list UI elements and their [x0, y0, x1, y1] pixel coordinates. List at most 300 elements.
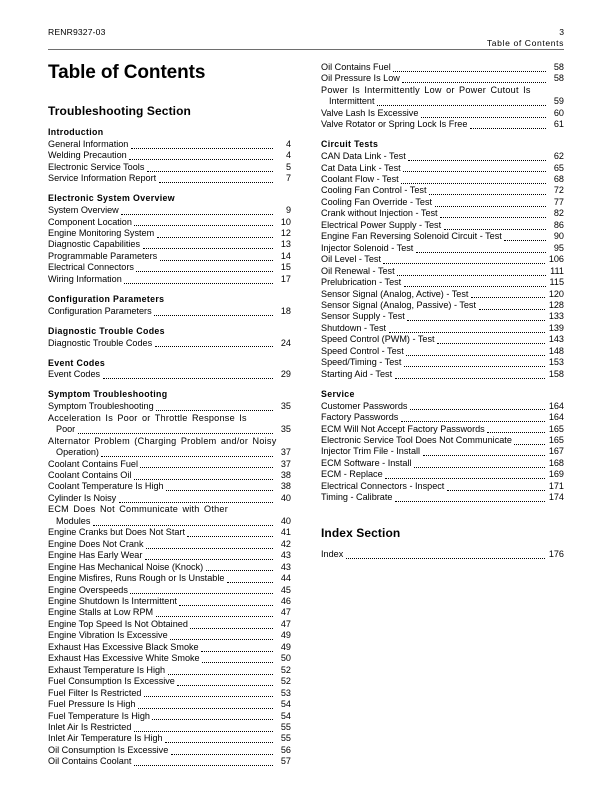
- toc-entry[interactable]: [48, 527, 291, 538]
- dot-leader: [147, 163, 273, 172]
- toc-entry[interactable]: [321, 62, 564, 73]
- dot-leader: [406, 347, 545, 356]
- toc-entry[interactable]: [321, 254, 564, 265]
- toc-entry-page: 57: [280, 756, 291, 767]
- dot-leader: [407, 313, 545, 322]
- toc-entry[interactable]: [321, 311, 564, 322]
- toc-group-heading: Diagnostic Trouble Codes: [48, 325, 165, 336]
- toc-entry-page: 143: [548, 334, 564, 345]
- toc-entry-page: 65: [553, 162, 564, 173]
- toc-entry[interactable]: [48, 239, 291, 250]
- toc-entry-title: Engine Cranks but Does Not Start: [48, 527, 185, 538]
- dot-leader: [134, 758, 273, 767]
- toc-entry[interactable]: [48, 369, 291, 380]
- toc-entry-page: 53: [280, 687, 291, 698]
- dot-leader: [397, 267, 545, 276]
- toc-group: [48, 326, 291, 349]
- toc-entry-page: 15: [280, 262, 291, 273]
- toc-entry[interactable]: [321, 208, 564, 219]
- toc-entry[interactable]: [321, 458, 564, 469]
- toc-entry-title: Sensor Signal (Analog, Active) - Test: [321, 288, 469, 299]
- toc-entry-page: 158: [548, 368, 564, 379]
- toc-entry-title: Coolant Flow - Test: [321, 174, 399, 185]
- dot-leader: [124, 275, 272, 284]
- toc-entry-title: Engine Overspeeds: [48, 584, 128, 595]
- toc-entry[interactable]: [48, 607, 291, 618]
- toc-entry-title: Cat Data Link - Test: [321, 162, 401, 173]
- toc-entry-title: Wiring Information: [48, 273, 122, 284]
- dot-leader: [155, 339, 273, 348]
- page-number: 3: [559, 27, 564, 37]
- toc-entry-title: Timing - Calibrate: [321, 492, 393, 503]
- toc-entry[interactable]: [48, 642, 291, 653]
- toc-entry-title: Coolant Contains Oil: [48, 470, 132, 480]
- toc-group: [48, 127, 291, 185]
- toc-entry[interactable]: [321, 549, 564, 560]
- toc-entry-page: 176: [548, 548, 564, 559]
- toc-entry-page: 14: [280, 250, 291, 261]
- toc-entry-title: Inlet Air Is Restricted: [48, 721, 132, 732]
- toc-entry-page: 4: [285, 150, 291, 161]
- toc-entry-page: 165: [548, 423, 564, 434]
- toc-entry-title: Exhaust Temperature Is High: [48, 664, 166, 675]
- toc-entry-page: 47: [280, 618, 291, 629]
- toc-entry[interactable]: [321, 323, 564, 334]
- toc-entry-title: Exhaust Has Excessive White Smoke: [48, 653, 200, 664]
- toc-entry-title-line1: Acceleration Is Poor or Throttle Response Is: [48, 412, 247, 423]
- toc-entry[interactable]: [48, 251, 291, 262]
- toc-entry-title: Oil Renewal - Test: [321, 265, 395, 276]
- dot-leader: [423, 448, 546, 457]
- toc-entry[interactable]: [48, 173, 291, 184]
- toc-entry[interactable]: [321, 174, 564, 185]
- toc-entry[interactable]: [48, 585, 291, 596]
- left-column: [48, 104, 291, 776]
- running-header: [48, 27, 564, 55]
- toc-group: [48, 389, 291, 767]
- toc-entry-title: Oil Contains Fuel: [321, 62, 391, 72]
- toc-entry-page: 106: [548, 254, 564, 265]
- dot-leader: [444, 221, 546, 230]
- toc-entry[interactable]: [48, 550, 291, 561]
- dot-leader: [404, 278, 546, 287]
- toc-group-heading: Circuit Tests: [321, 139, 379, 150]
- toc-entry-title-line2: Modules: [56, 515, 91, 526]
- right-column: [321, 62, 564, 560]
- dot-leader: [470, 121, 546, 130]
- toc-entry[interactable]: [48, 756, 291, 767]
- toc-entry[interactable]: [48, 470, 291, 481]
- dot-leader: [136, 264, 272, 273]
- toc-entry-page: 86: [553, 219, 564, 230]
- dot-leader: [101, 448, 272, 457]
- toc-entry-page: 38: [280, 470, 291, 480]
- toc-entry-page: 43: [280, 550, 291, 561]
- toc-entry-title: Crank without Injection - Test: [321, 208, 438, 219]
- dot-leader: [145, 552, 273, 561]
- toc-entry-title-line1: Power Is Intermittently Low or Power Cutout Is: [321, 84, 531, 95]
- toc-entry[interactable]: [48, 262, 291, 273]
- toc-entry[interactable]: [321, 277, 564, 288]
- toc-entry-title: CAN Data Link - Test: [321, 151, 406, 162]
- toc-entry-title: ECM Will Not Accept Factory Passwords: [321, 423, 485, 434]
- dot-leader: [119, 494, 273, 503]
- dot-leader: [134, 471, 273, 480]
- toc-entry[interactable]: [321, 481, 564, 492]
- toc-entry[interactable]: [321, 73, 564, 84]
- toc-entry-title-line1: Alternator Problem (Charging Problem and/or Noisy: [48, 435, 277, 446]
- toc-entry[interactable]: [321, 446, 564, 457]
- toc-entry[interactable]: [321, 243, 564, 254]
- dot-leader: [429, 187, 546, 196]
- toc-entry-page: 60: [553, 107, 564, 118]
- dot-leader: [131, 140, 273, 149]
- toc-entry-page: 44: [280, 573, 291, 584]
- toc-entry[interactable]: [48, 733, 291, 744]
- toc-entry-title: Speed Control - Test: [321, 345, 404, 356]
- dot-leader: [393, 63, 545, 72]
- toc-entry-title: Electronic Service Tools: [48, 161, 145, 172]
- toc-entry[interactable]: [48, 711, 291, 722]
- toc-group: [321, 139, 564, 380]
- toc-entry-title: Engine Monitoring System: [48, 228, 155, 239]
- toc-entry[interactable]: [48, 205, 291, 216]
- dot-leader: [479, 301, 546, 310]
- dot-leader: [154, 307, 272, 316]
- toc-entry-title: General Information: [48, 138, 129, 149]
- toc-entry[interactable]: [48, 162, 291, 173]
- toc-entry-page: 164: [548, 400, 564, 411]
- toc-entry-title: Prelubrication - Test: [321, 277, 402, 288]
- toc-entry-title-line2: Operation): [56, 447, 99, 458]
- toc-entry[interactable]: [321, 346, 564, 357]
- toc-entry[interactable]: [48, 630, 291, 641]
- dot-leader: [187, 529, 272, 538]
- toc-entry[interactable]: [48, 139, 291, 150]
- toc-entry-page: 72: [553, 185, 564, 196]
- toc-entry-title: Coolant Contains Fuel: [48, 458, 138, 469]
- dot-leader: [437, 336, 545, 345]
- dot-leader: [156, 609, 273, 618]
- toc-entry[interactable]: [48, 619, 291, 630]
- toc-entry[interactable]: [321, 435, 564, 446]
- toc-entry-page: 18: [280, 305, 291, 316]
- toc-entry[interactable]: [48, 653, 291, 664]
- toc-entry-page: 50: [280, 653, 291, 664]
- dot-leader: [157, 229, 273, 238]
- dot-leader: [435, 198, 546, 207]
- toc-entry-page: 47: [280, 607, 291, 618]
- toc-entry-page: 52: [280, 676, 291, 687]
- toc-entry-page: 41: [280, 527, 291, 538]
- dot-leader: [395, 494, 545, 503]
- toc-entry[interactable]: [321, 300, 564, 311]
- toc-entry-page: 43: [280, 561, 291, 572]
- toc-entry-title: Fuel Temperature Is High: [48, 710, 150, 721]
- dot-leader: [166, 483, 272, 492]
- toc-entry[interactable]: [48, 493, 291, 504]
- toc-entry-title: Symptom Troubleshooting: [48, 401, 154, 412]
- toc-entry[interactable]: [48, 573, 291, 584]
- toc-entry-page: 5: [285, 161, 291, 172]
- toc-entry-title: Cooling Fan Control - Test: [321, 185, 427, 196]
- toc-entry[interactable]: [321, 492, 564, 503]
- dot-leader: [134, 218, 272, 227]
- toc-entry-page: 62: [553, 151, 564, 162]
- toc-entry-title: Speed/Timing - Test: [321, 357, 402, 368]
- toc-entry-title: Engine Shutdown Is Intermittent: [48, 595, 177, 606]
- toc-group-heading: Symptom Troubleshooting: [48, 389, 168, 400]
- dot-leader: [129, 152, 272, 161]
- toc-entry[interactable]: [48, 217, 291, 228]
- toc-entry-title: Engine Has Mechanical Noise (Knock): [48, 561, 204, 572]
- toc-entry-page: 46: [280, 595, 291, 606]
- toc-entry-title: Starting Aid - Test: [321, 368, 393, 379]
- part-title-troubleshooting: Troubleshooting Section: [48, 104, 191, 118]
- toc-entry-title: ECM Software - Install: [321, 457, 412, 468]
- header-section-name: Table of Contents: [486, 37, 564, 48]
- dot-leader: [395, 370, 546, 379]
- toc-entry-title: Exhaust Has Excessive Black Smoke: [48, 641, 199, 652]
- toc-entry[interactable]: [321, 369, 564, 380]
- toc-group: [48, 358, 291, 381]
- dot-leader: [103, 371, 273, 380]
- dot-leader: [156, 403, 272, 412]
- toc-entry[interactable]: [48, 699, 291, 710]
- toc-entry-page: 37: [280, 447, 291, 458]
- toc-entry-title-line2: Intermittent: [329, 96, 375, 107]
- toc-entry-title: Fuel Pressure Is High: [48, 699, 136, 710]
- dot-leader: [140, 460, 272, 469]
- toc-entry-page: 7: [285, 173, 291, 184]
- toc-entry[interactable]: [48, 306, 291, 317]
- toc-entry-title: Injector Trim File - Install: [321, 446, 421, 457]
- dot-leader: [202, 655, 272, 664]
- dot-leader: [160, 252, 273, 261]
- toc-entry-page: 58: [553, 62, 564, 72]
- toc-entry[interactable]: [321, 108, 564, 119]
- dot-leader: [440, 210, 545, 219]
- dot-leader: [152, 712, 272, 721]
- toc-entry-title: Diagnostic Capabilities: [48, 239, 140, 250]
- toc-entry-title: Customer Passwords: [321, 400, 408, 411]
- page-title: Table of Contents: [48, 62, 206, 83]
- dot-leader: [171, 746, 273, 755]
- toc-entry-title: Engine Has Early Wear: [48, 550, 143, 561]
- toc-entry-title: Engine Does Not Crank: [48, 538, 144, 549]
- toc-entry[interactable]: [321, 163, 564, 174]
- toc-entry-page: 82: [553, 208, 564, 219]
- dot-leader: [146, 540, 272, 549]
- document-id: RENR9327-03: [48, 27, 106, 37]
- dot-leader: [403, 164, 545, 173]
- toc-entry-page: 68: [553, 174, 564, 185]
- toc-entry[interactable]: [321, 334, 564, 345]
- toc-entry[interactable]: [321, 220, 564, 231]
- toc-entry-page: 174: [548, 492, 564, 503]
- toc-entry-page: 165: [548, 434, 564, 445]
- toc-entry-page: 90: [553, 231, 564, 242]
- dot-leader: [206, 563, 273, 572]
- toc-entry-page: 58: [553, 73, 564, 84]
- toc-entry-page: 153: [548, 357, 564, 368]
- toc-entry-page: 139: [548, 322, 564, 333]
- toc-entry[interactable]: [321, 424, 564, 435]
- toc-entry-page: 171: [548, 480, 564, 491]
- toc-entry-page: 55: [280, 721, 291, 732]
- toc-entry-title: Diagnostic Trouble Codes: [48, 337, 153, 348]
- toc-entry[interactable]: [321, 469, 564, 480]
- toc-entry-title: Engine Stalls at Low RPM: [48, 607, 154, 618]
- right-group-list: [321, 139, 564, 503]
- dot-leader: [177, 678, 272, 687]
- toc-entry-title: Electrical Connectors - Inspect: [321, 480, 445, 491]
- toc-group-heading: Event Codes: [48, 357, 106, 368]
- toc-entry[interactable]: [48, 539, 291, 550]
- toc-entry[interactable]: [321, 357, 564, 368]
- toc-entry-page: 45: [280, 584, 291, 595]
- dot-leader: [346, 550, 546, 559]
- toc-entry[interactable]: [48, 676, 291, 687]
- toc-entry-page: 95: [553, 242, 564, 253]
- dot-leader: [408, 152, 545, 161]
- toc-group-heading: Electronic System Overview: [48, 193, 175, 204]
- toc-entry-title-line2: Poor: [56, 424, 76, 435]
- toc-entry-page: 35: [280, 424, 291, 435]
- toc-entry[interactable]: [48, 745, 291, 756]
- dot-leader: [78, 426, 273, 435]
- toc-entry-title: Valve Rotator or Spring Lock Is Free: [321, 119, 468, 130]
- toc-entry-page: 115: [549, 277, 564, 288]
- toc-entry[interactable]: [321, 266, 564, 277]
- dot-leader: [385, 471, 545, 480]
- toc-entry-page: 40: [280, 515, 291, 526]
- toc-entry[interactable]: [321, 119, 564, 130]
- toc-entry-title: Fuel Consumption Is Excessive: [48, 676, 175, 687]
- dot-leader: [179, 597, 272, 606]
- toc-entry[interactable]: [321, 197, 564, 208]
- toc-entry[interactable]: [48, 413, 291, 436]
- toc-group-heading: Service: [321, 388, 355, 399]
- toc-entry[interactable]: [48, 562, 291, 573]
- toc-entry[interactable]: [321, 151, 564, 162]
- dot-leader: [504, 233, 545, 242]
- toc-entry[interactable]: [48, 401, 291, 412]
- toc-entry[interactable]: [321, 412, 564, 423]
- toc-entry-title: Electronic Service Tool Does Not Communicate: [321, 434, 512, 445]
- toc-entry-title: Index: [321, 548, 344, 559]
- toc-entry-page: 77: [553, 196, 564, 207]
- toc-entry-page: 49: [280, 630, 291, 641]
- toc-entry-title: Event Codes: [48, 369, 101, 380]
- dot-leader: [143, 241, 273, 250]
- toc-entry-title: System Overview: [48, 205, 119, 216]
- toc-entry[interactable]: [48, 150, 291, 161]
- toc-entry-title: Engine Vibration Is Excessive: [48, 630, 168, 641]
- toc-entry-page: 4: [285, 138, 291, 149]
- toc-entry-page: 133: [548, 311, 564, 322]
- dot-leader: [134, 723, 273, 732]
- toc-entry[interactable]: [321, 231, 564, 242]
- toc-group-heading: Introduction: [48, 127, 104, 137]
- toc-entry[interactable]: [48, 274, 291, 285]
- dot-leader: [471, 290, 545, 299]
- left-group-list: [48, 127, 291, 768]
- toc-entry-page: 29: [280, 369, 291, 380]
- toc-entry[interactable]: [321, 401, 564, 412]
- toc-entry-title: Oil Consumption Is Excessive: [48, 744, 169, 755]
- dot-leader: [383, 256, 545, 265]
- dot-leader: [227, 574, 273, 583]
- toc-entry-page: 111: [550, 265, 564, 276]
- toc-entry[interactable]: [48, 722, 291, 733]
- toc-entry-title: Engine Top Speed Is Not Obtained: [48, 618, 188, 629]
- toc-entry-title: Sensor Supply - Test: [321, 311, 405, 322]
- toc-entry[interactable]: [321, 289, 564, 300]
- toc-entry-page: 37: [280, 458, 291, 469]
- toc-entry-title: Electrical Power Supply - Test: [321, 219, 442, 230]
- toc-entry[interactable]: [48, 481, 291, 492]
- toc-entry-page: 128: [548, 300, 564, 311]
- toc-entry-title: Speed Control (PWM) - Test: [321, 334, 435, 345]
- toc-entry-title: Factory Passwords: [321, 412, 399, 423]
- toc-entry-title: Programmable Parameters: [48, 250, 158, 261]
- toc-entry[interactable]: [321, 185, 564, 196]
- toc-entry-page: 42: [280, 538, 291, 549]
- toc-group: [321, 389, 564, 504]
- dot-leader: [401, 175, 545, 184]
- toc-entry-title: Oil Contains Coolant: [48, 756, 132, 767]
- toc-entry-title: Fuel Filter Is Restricted: [48, 687, 142, 698]
- toc-entry-page: 24: [280, 337, 291, 348]
- toc-entry[interactable]: [48, 504, 291, 527]
- part-title-index: Index Section: [321, 525, 401, 540]
- toc-entry-title: Cylinder Is Noisy: [48, 492, 117, 503]
- toc-entry-title: Oil Level - Test: [321, 254, 381, 265]
- toc-group: [48, 294, 291, 317]
- toc-entry-page: 38: [280, 481, 291, 492]
- dot-leader: [414, 459, 545, 468]
- toc-entry-page: 169: [548, 469, 564, 480]
- index-entry-list: [321, 549, 564, 560]
- dot-leader: [401, 413, 545, 422]
- dot-leader: [416, 244, 546, 253]
- toc-entry-title: Cooling Fan Override - Test: [321, 196, 433, 207]
- toc-entry-page: 55: [280, 733, 291, 744]
- toc-entry-page: 35: [280, 401, 291, 412]
- dot-leader: [421, 109, 546, 118]
- toc-entry-page: 40: [280, 492, 291, 503]
- toc-entry[interactable]: [48, 688, 291, 699]
- toc-entry-title: Service Information Report: [48, 173, 157, 184]
- dot-leader: [138, 700, 273, 709]
- dot-leader: [514, 436, 545, 445]
- toc-entry[interactable]: [48, 665, 291, 676]
- dot-leader: [165, 735, 272, 744]
- toc-entry[interactable]: [48, 436, 291, 459]
- toc-entry[interactable]: [48, 596, 291, 607]
- toc-entry-title: ECM - Replace: [321, 469, 383, 480]
- toc-entry-title: Component Location: [48, 216, 132, 227]
- toc-entry-title: Configuration Parameters: [48, 305, 152, 316]
- toc-entry[interactable]: [48, 459, 291, 470]
- toc-entry[interactable]: [48, 228, 291, 239]
- dot-leader: [447, 482, 545, 491]
- toc-entry[interactable]: [321, 85, 564, 108]
- dot-leader: [410, 402, 545, 411]
- toc-entry-title: Engine Fan Reversing Solenoid Circuit - Test: [321, 231, 502, 242]
- toc-entry[interactable]: [48, 338, 291, 349]
